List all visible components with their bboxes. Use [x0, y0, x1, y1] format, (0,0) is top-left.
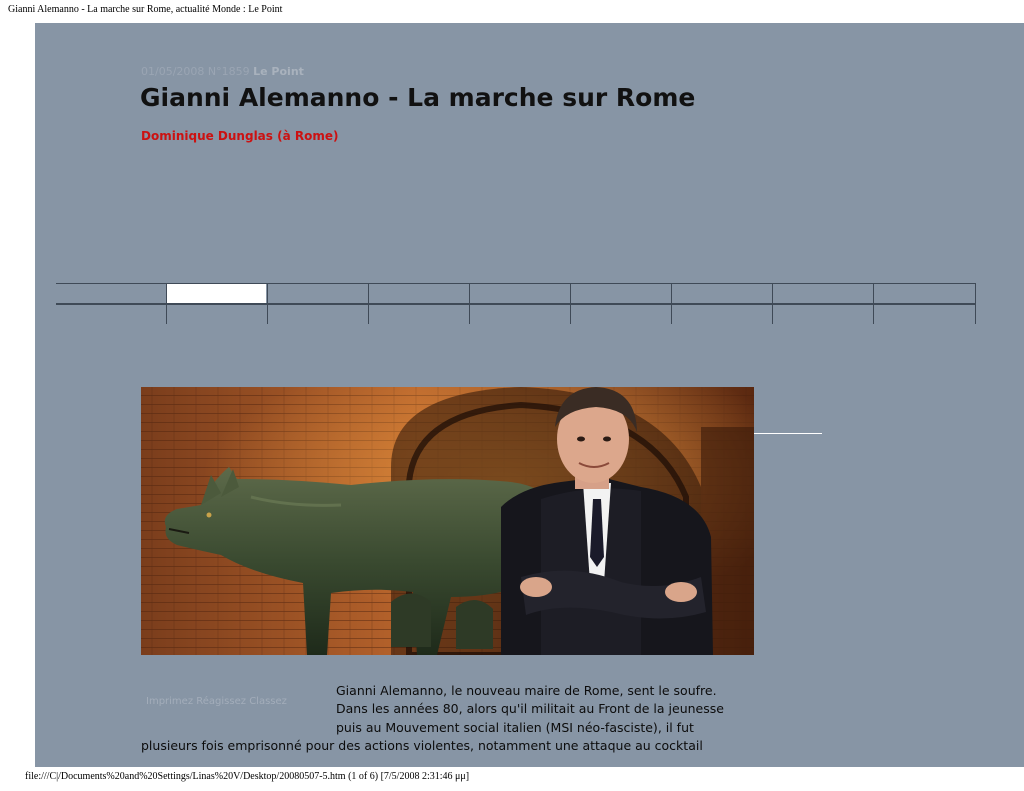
save-link[interactable]: Classez: [249, 696, 287, 707]
react-link[interactable]: Réagissez: [196, 696, 246, 707]
article-photo: [141, 387, 754, 655]
nav-divider: [56, 303, 976, 305]
nav-separator: [166, 283, 167, 324]
article-tools: [146, 696, 287, 707]
nav-separator: [975, 283, 976, 324]
nav-separator: [873, 283, 874, 324]
print-footer: file:///C|/Documents%20and%20Settings/Linas%20V/Desktop/20080507-5.htm (1 of 6) [7/5/2008 2:31:46 μμ]: [25, 771, 470, 782]
nav-separator: [368, 283, 369, 324]
print-link[interactable]: Imprimez: [146, 696, 194, 707]
nav-separator: [772, 283, 773, 324]
nav-active-tab[interactable]: [166, 284, 266, 303]
nav-separator: [469, 283, 470, 324]
photo-illustration: [141, 387, 754, 655]
nav-separator: [570, 283, 571, 324]
article-meta: [141, 65, 304, 78]
separator-line: [754, 433, 822, 434]
article-page: [35, 23, 1024, 767]
article-title: Gianni Alemanno - La marche sur Rome: [140, 83, 696, 112]
section-nav-bar: [56, 283, 976, 324]
nav-separator: [671, 283, 672, 324]
article-text-line: plusieurs fois emprisonné pour des actions violentes, notamment une attaque au cocktail: [141, 738, 703, 753]
article-author[interactable]: Dominique Dunglas (à Rome): [141, 129, 339, 143]
article-text-line: Gianni Alemanno, le nouveau maire de Rome, sent le soufre.: [336, 683, 717, 698]
article-text-line: puis au Mouvement social italien (MSI néo-fasciste), il fut: [336, 720, 694, 735]
publication-name[interactable]: Le Point: [253, 65, 304, 78]
print-header: Gianni Alemanno - La marche sur Rome, actualité Monde : Le Point: [8, 4, 283, 15]
article-date-issue: 01/05/2008 N°1859: [141, 65, 250, 78]
nav-separator: [267, 283, 268, 324]
article-text-line: Dans les années 80, alors qu'il militait au Front de la jeunesse: [336, 701, 724, 716]
